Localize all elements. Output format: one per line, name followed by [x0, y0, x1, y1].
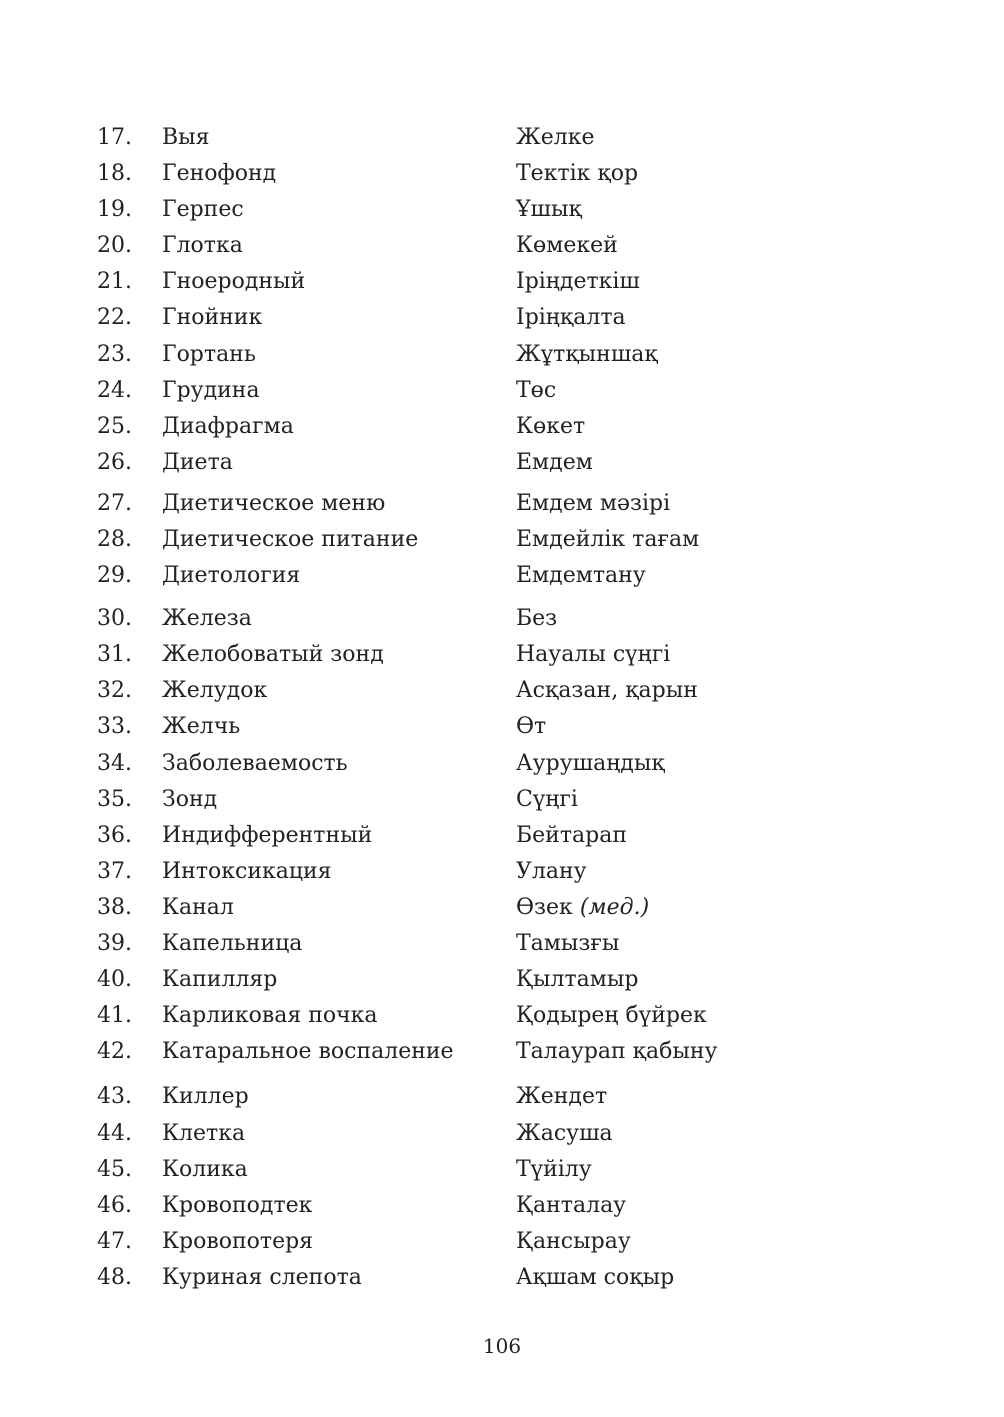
kazakh-term-text: Желке: [516, 125, 595, 150]
kazakh-term: [516, 445, 593, 481]
russian-term: Диетическое меню: [162, 491, 386, 516]
entry-number: 21.: [97, 269, 132, 294]
kazakh-term-text: Қылтамыр: [516, 967, 639, 992]
glossary-row: [0, 709, 1004, 745]
russian-term: Гнойник: [162, 305, 263, 330]
kazakh-term: [516, 228, 618, 264]
kazakh-term-text: Көмекей: [516, 233, 618, 258]
kazakh-term: [516, 192, 582, 228]
glossary-row: [0, 445, 1004, 481]
kazakh-term: [516, 264, 640, 300]
russian-term: Герпес: [162, 197, 244, 222]
russian-term: Капилляр: [162, 967, 278, 992]
entry-number: 47.: [97, 1229, 132, 1254]
kazakh-term: [516, 120, 594, 156]
kazakh-term: [516, 746, 665, 782]
glossary-row: [0, 1260, 1004, 1296]
russian-term: Куриная слепота: [162, 1265, 362, 1290]
kazakh-term: [516, 522, 699, 558]
russian-term: Зонд: [162, 787, 218, 812]
kazakh-term: [516, 818, 627, 854]
russian-term: Клетка: [162, 1121, 246, 1146]
glossary-row: [0, 1116, 1004, 1152]
kazakh-term: [516, 558, 646, 594]
entry-number: 45.: [97, 1157, 132, 1182]
russian-term: Канал: [162, 895, 234, 920]
kazakh-term-text: Тектік қор: [516, 161, 639, 186]
glossary-row: [0, 782, 1004, 818]
kazakh-term-text: Төс: [516, 378, 557, 403]
kazakh-term: [516, 890, 649, 926]
kazakh-term-text: Қодырең бүйрек: [516, 1003, 707, 1028]
entry-number: 33.: [97, 714, 132, 739]
russian-term: Кровоподтек: [162, 1193, 313, 1218]
russian-term: Капельница: [162, 931, 303, 956]
entry-number: 38.: [97, 895, 132, 920]
glossary-row: [0, 192, 1004, 228]
kazakh-term: [516, 1116, 613, 1152]
kazakh-term-text: Аурушаңдық: [516, 751, 665, 776]
kazakh-term: [516, 337, 658, 373]
kazakh-term-text: Жендет: [516, 1084, 608, 1109]
kazakh-term: [516, 1224, 631, 1260]
kazakh-term-text: Емдем мәзірі: [516, 491, 671, 516]
russian-term: Интоксикация: [162, 859, 332, 884]
kazakh-term-text: Сүңгі: [516, 787, 578, 812]
glossary-row: [0, 601, 1004, 637]
entry-number: 23.: [97, 342, 132, 367]
kazakh-term: [516, 998, 707, 1034]
kazakh-term: [516, 1152, 592, 1188]
russian-term: Выя: [162, 125, 210, 150]
russian-term: Гноеродный: [162, 269, 306, 294]
kazakh-term: [516, 637, 670, 673]
kazakh-term-text: Жасуша: [516, 1121, 613, 1146]
russian-term: Киллер: [162, 1084, 249, 1109]
glossary-row: [0, 673, 1004, 709]
russian-term: Генофонд: [162, 161, 277, 186]
entry-number: 37.: [97, 859, 132, 884]
kazakh-term-text: Талаурап қабыну: [516, 1039, 718, 1064]
entry-number: 25.: [97, 414, 132, 439]
kazakh-term: [516, 601, 557, 637]
entry-number: 34.: [97, 751, 132, 776]
entry-number: 18.: [97, 161, 132, 186]
glossary-row: [0, 746, 1004, 782]
entry-number: 41.: [97, 1003, 132, 1028]
kazakh-term: [516, 709, 546, 745]
glossary-row: [0, 1152, 1004, 1188]
entry-number: 43.: [97, 1084, 132, 1109]
glossary-row: [0, 854, 1004, 890]
kazakh-term-text: Түйілу: [516, 1157, 592, 1182]
russian-term: Катаральное воспаление: [162, 1039, 454, 1064]
entry-number: 29.: [97, 563, 132, 588]
kazakh-term-text: Емдейлік тағам: [516, 527, 700, 552]
page-number: 106: [482, 1334, 522, 1358]
kazakh-term: [516, 926, 619, 962]
kazakh-term-text: Улану: [516, 859, 587, 884]
kazakh-term-text: Жұтқыншақ: [516, 342, 658, 367]
glossary-row: [0, 998, 1004, 1034]
entry-number: 31.: [97, 642, 132, 667]
kazakh-term: [516, 854, 587, 890]
entry-number: 24.: [97, 378, 132, 403]
russian-term: Кровопотеря: [162, 1229, 314, 1254]
glossary-row: [0, 409, 1004, 445]
kazakh-term: [516, 1079, 607, 1115]
entry-number: 22.: [97, 305, 132, 330]
glossary-row: [0, 337, 1004, 373]
kazakh-term: [516, 156, 638, 192]
glossary-row: [0, 962, 1004, 998]
entry-number: 42.: [97, 1039, 132, 1064]
russian-term: Карликовая почка: [162, 1003, 378, 1028]
kazakh-term-text: Көкет: [516, 414, 586, 439]
kazakh-term-text: Без: [516, 606, 558, 631]
kazakh-term: [516, 962, 639, 998]
glossary-row: [0, 1188, 1004, 1224]
kazakh-term-text: Іріңқалта: [516, 305, 626, 330]
entry-number: 30.: [97, 606, 132, 631]
russian-term: Железа: [162, 606, 252, 631]
kazakh-term: [516, 1188, 626, 1224]
term-note: (мед.): [579, 895, 650, 920]
russian-term: Диета: [162, 450, 233, 475]
entry-number: 17.: [97, 125, 132, 150]
entry-number: 20.: [97, 233, 132, 258]
kazakh-term-text: Қансырау: [516, 1229, 631, 1254]
entry-number: 44.: [97, 1121, 132, 1146]
kazakh-term: [516, 1034, 718, 1070]
kazakh-term: [516, 409, 585, 445]
entry-number: 32.: [97, 678, 132, 703]
kazakh-term-text: Қанталау: [516, 1193, 627, 1218]
glossary-row: [0, 1034, 1004, 1070]
glossary-row: [0, 1224, 1004, 1260]
kazakh-term-text: Тамызғы: [516, 931, 620, 956]
glossary-row: [0, 228, 1004, 264]
russian-term: Заболеваемость: [162, 751, 348, 776]
glossary-row: [0, 1079, 1004, 1115]
kazakh-term-text: Ақшам соқыр: [516, 1265, 675, 1290]
russian-term: Гортань: [162, 342, 256, 367]
glossary-row: [0, 522, 1004, 558]
entry-number: 28.: [97, 527, 132, 552]
entry-number: 35.: [97, 787, 132, 812]
russian-term: Желудок: [162, 678, 268, 703]
russian-term: Индифферентный: [162, 823, 373, 848]
glossary-row: [0, 926, 1004, 962]
russian-term: Грудина: [162, 378, 260, 403]
entry-number: 40.: [97, 967, 132, 992]
russian-term: Желобоватый зонд: [162, 642, 384, 667]
glossary-row: [0, 120, 1004, 156]
kazakh-term: [516, 1260, 674, 1296]
kazakh-term: [516, 300, 626, 336]
entry-number: 36.: [97, 823, 132, 848]
entry-number: 26.: [97, 450, 132, 475]
glossary-row: [0, 637, 1004, 673]
kazakh-term-text: Ұшық: [516, 197, 582, 222]
kazakh-term-text: Өзек: [516, 895, 573, 920]
kazakh-term-text: Асқазан, қарын: [516, 678, 698, 703]
kazakh-term-text: Емдем: [516, 450, 593, 475]
kazakh-term: [516, 486, 670, 522]
kazakh-term-text: Іріңдеткіш: [516, 269, 640, 294]
russian-term: Диетология: [162, 563, 301, 588]
kazakh-term: [516, 373, 556, 409]
glossary-row: [0, 300, 1004, 336]
kazakh-term-text: Өт: [516, 714, 547, 739]
glossary-row: [0, 373, 1004, 409]
kazakh-term-text: Науалы сүңгі: [516, 642, 671, 667]
glossary-row: [0, 486, 1004, 522]
russian-term: Диафрагма: [162, 414, 294, 439]
entry-number: 19.: [97, 197, 132, 222]
kazakh-term-text: Емдемтану: [516, 563, 646, 588]
glossary-row: [0, 264, 1004, 300]
russian-term: Желчь: [162, 714, 241, 739]
russian-term: Колика: [162, 1157, 248, 1182]
entry-number: 48.: [97, 1265, 132, 1290]
glossary-row: [0, 818, 1004, 854]
kazakh-term: [516, 673, 698, 709]
glossary-row: [0, 890, 1004, 926]
entry-number: 46.: [97, 1193, 132, 1218]
entry-number: 39.: [97, 931, 132, 956]
kazakh-term: [516, 782, 578, 818]
glossary-row: [0, 558, 1004, 594]
kazakh-term-text: Бейтарап: [516, 823, 627, 848]
glossary-row: [0, 156, 1004, 192]
entry-number: 27.: [97, 491, 132, 516]
russian-term: Диетическое питание: [162, 527, 419, 552]
russian-term: Глотка: [162, 233, 243, 258]
